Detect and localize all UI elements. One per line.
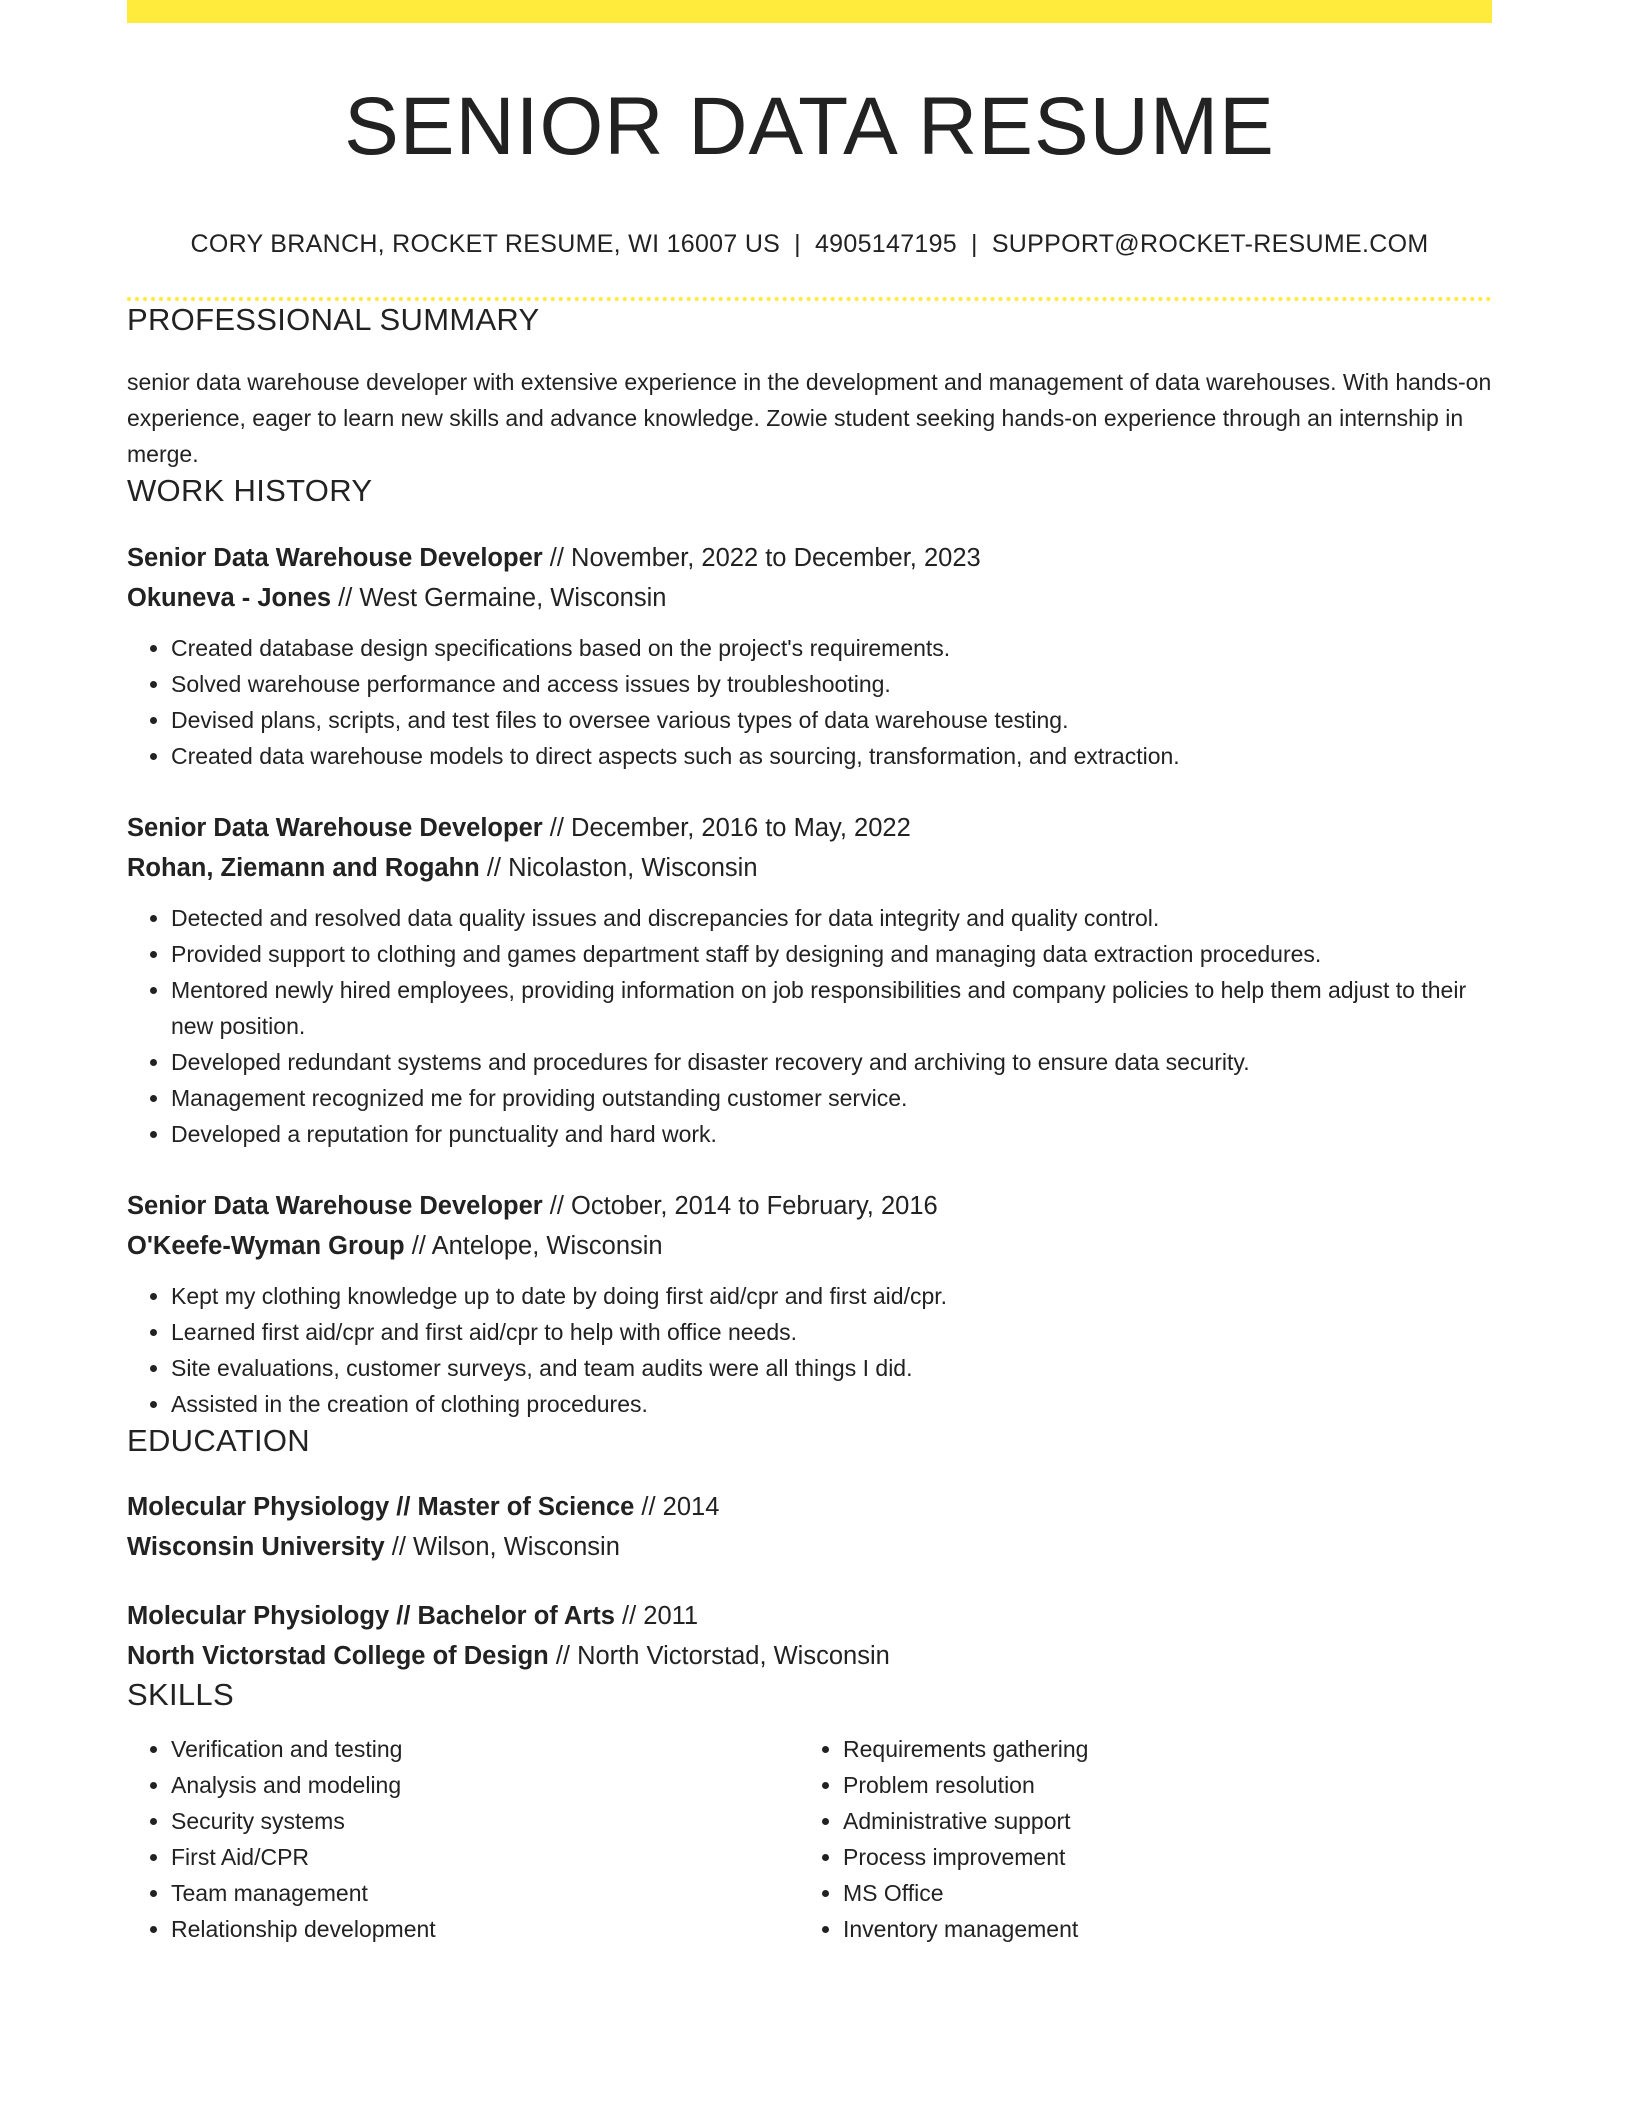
summary-text: senior data warehouse developer with extensive experience in the development and management of data warehouses. With hands-on experience, eager to learn new skills and advance knowledge. Zowie student seeking hands-on experience through an internship in merge. bbox=[127, 369, 1492, 468]
skills-column-right bbox=[799, 1731, 1471, 1947]
job-bullet: • Devised plans, scripts, and test files to oversee various types of data warehouse testing. bbox=[171, 702, 1492, 738]
job-bullets bbox=[127, 900, 1492, 1152]
job-company: Okuneva - Jones bbox=[127, 583, 332, 612]
education-year: // 2014 bbox=[634, 1492, 720, 1521]
contact-email: SUPPORT@ROCKET-RESUME.COM bbox=[991, 230, 1429, 259]
job-title-line bbox=[127, 808, 1492, 848]
job-company-line bbox=[127, 848, 1492, 888]
education-degree: Molecular Physiology // Bachelor of Arts bbox=[127, 1601, 615, 1630]
job-bullet: • Created database design specifications based on the project's requirements. bbox=[171, 630, 1492, 666]
job-location: // Antelope, Wisconsin bbox=[404, 1231, 663, 1260]
skill-item: • Process improvement bbox=[843, 1839, 1471, 1875]
skill-item: • MS Office bbox=[843, 1875, 1471, 1911]
accent-bar bbox=[127, 0, 1492, 23]
job-company-line bbox=[127, 1226, 1492, 1266]
skill-item: • Administrative support bbox=[843, 1803, 1471, 1839]
job-bullet: • Detected and resolved data quality issues and discrepancies for data integrity and quality control. bbox=[171, 900, 1492, 936]
job-entry bbox=[127, 538, 1492, 774]
education-heading: EDUCATION bbox=[127, 1422, 310, 1458]
job-location: // West Germaine, Wisconsin bbox=[331, 583, 667, 612]
job-bullet: • Solved warehouse performance and access issues by troubleshooting. bbox=[171, 666, 1492, 702]
contact-separator: | bbox=[794, 230, 801, 259]
job-company: O'Keefe-Wyman Group bbox=[127, 1231, 405, 1260]
education-degree-line bbox=[127, 1596, 1492, 1636]
job-dates: // December, 2016 to May, 2022 bbox=[542, 813, 911, 842]
job-company: Rohan, Ziemann and Rogahn bbox=[127, 853, 480, 882]
education-entry bbox=[127, 1596, 1492, 1676]
contact-line bbox=[127, 229, 1492, 259]
job-bullet: • Developed a reputation for punctuality and hard work. bbox=[171, 1116, 1492, 1152]
contact-separator: | bbox=[971, 230, 978, 259]
skills-heading: SKILLS bbox=[127, 1676, 234, 1712]
resume-title: SENIOR DATA RESUME bbox=[344, 81, 1275, 172]
skill-item: • Security systems bbox=[171, 1803, 799, 1839]
skill-item: • Inventory management bbox=[843, 1911, 1471, 1947]
education-entry bbox=[127, 1487, 1492, 1567]
skill-item: • First Aid/CPR bbox=[171, 1839, 799, 1875]
education-degree: Molecular Physiology // Master of Science bbox=[127, 1492, 635, 1521]
job-bullet: • Created data warehouse models to direct aspects such as sourcing, transformation, and extraction. bbox=[171, 738, 1492, 774]
job-location: // Nicolaston, Wisconsin bbox=[479, 853, 758, 882]
skill-item: • Relationship development bbox=[171, 1911, 799, 1947]
job-bullet: • Kept my clothing knowledge up to date by doing first aid/cpr and first aid/cpr. bbox=[171, 1278, 1492, 1314]
work-history-heading: WORK HISTORY bbox=[127, 473, 373, 509]
job-entry bbox=[127, 1186, 1492, 1422]
skill-item: • Requirements gathering bbox=[843, 1731, 1471, 1767]
job-title-line bbox=[127, 1186, 1492, 1226]
summary-heading: PROFESSIONAL SUMMARY bbox=[127, 302, 540, 338]
education-school-line bbox=[127, 1636, 1492, 1676]
job-entry bbox=[127, 808, 1492, 1152]
job-bullet: • Assisted in the creation of clothing procedures. bbox=[171, 1386, 1492, 1422]
education-school: Wisconsin University bbox=[127, 1532, 385, 1561]
education-degree-line bbox=[127, 1487, 1492, 1527]
job-bullet: • Developed redundant systems and procedures for disaster recovery and archiving to ensure data security. bbox=[171, 1044, 1492, 1080]
job-title: Senior Data Warehouse Developer bbox=[127, 1191, 543, 1220]
job-bullet: • Learned first aid/cpr and first aid/cpr to help with office needs. bbox=[171, 1314, 1492, 1350]
education-school-line bbox=[127, 1527, 1492, 1567]
job-title: Senior Data Warehouse Developer bbox=[127, 543, 543, 572]
job-bullet: • Mentored newly hired employees, providing information on job responsibilities and company policies to help them adjust to their new position. bbox=[171, 972, 1492, 1044]
skill-item: • Team management bbox=[171, 1875, 799, 1911]
contact-phone: 4905147195 bbox=[814, 230, 958, 259]
education-location: // North Victorstad, Wisconsin bbox=[548, 1641, 890, 1670]
job-bullet: • Provided support to clothing and games department staff by designing and managing data extraction procedures. bbox=[171, 936, 1492, 972]
education-school: North Victorstad College of Design bbox=[127, 1641, 549, 1670]
education-year: // 2011 bbox=[614, 1601, 699, 1630]
job-company-line bbox=[127, 578, 1492, 618]
job-bullets bbox=[127, 1278, 1492, 1422]
job-title-line bbox=[127, 538, 1492, 578]
job-dates: // October, 2014 to February, 2016 bbox=[542, 1191, 938, 1220]
job-title: Senior Data Warehouse Developer bbox=[127, 813, 543, 842]
education-location: // Wilson, Wisconsin bbox=[384, 1532, 620, 1561]
job-bullet: • Management recognized me for providing outstanding customer service. bbox=[171, 1080, 1492, 1116]
skill-item: • Problem resolution bbox=[843, 1767, 1471, 1803]
job-dates: // November, 2022 to December, 2023 bbox=[542, 543, 981, 572]
job-bullets bbox=[127, 630, 1492, 774]
skills-column-left bbox=[127, 1731, 799, 1947]
skill-item: • Analysis and modeling bbox=[171, 1767, 799, 1803]
skill-item: • Verification and testing bbox=[171, 1731, 799, 1767]
job-bullet: • Site evaluations, customer surveys, and team audits were all things I did. bbox=[171, 1350, 1492, 1386]
contact-address: CORY BRANCH, ROCKET RESUME, WI 16007 US bbox=[190, 230, 781, 259]
skills-list bbox=[127, 1731, 1492, 1947]
resume-page bbox=[127, 0, 1492, 1947]
